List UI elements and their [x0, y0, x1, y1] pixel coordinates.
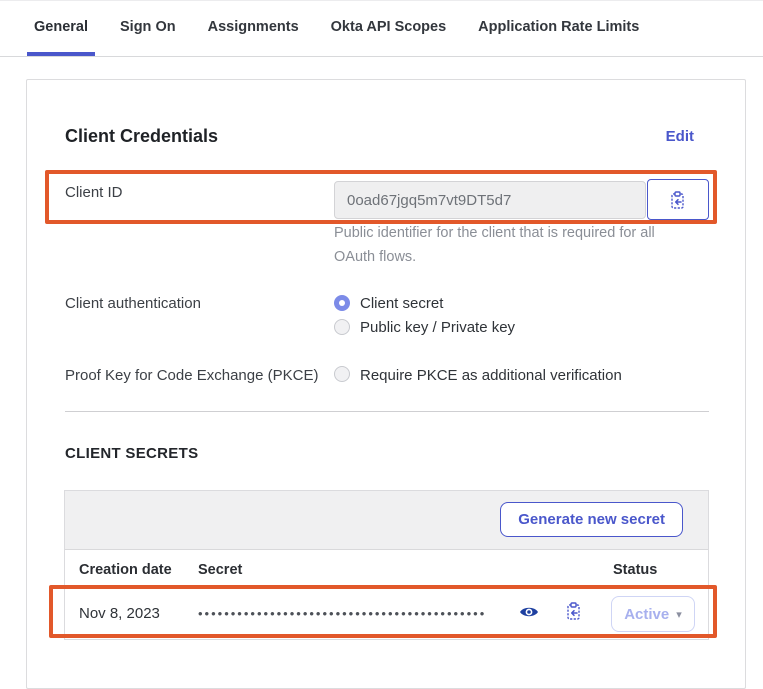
edit-link[interactable]: Edit [665, 128, 694, 145]
column-header-creation-date: Creation date [79, 562, 172, 578]
chevron-down-icon: ▾ [676, 608, 682, 621]
secret-masked-value: •••••••••••••••••••••••••••••••••••••••••••• [198, 606, 487, 621]
column-header-secret: Secret [198, 562, 243, 578]
tab-sign-on[interactable]: Sign On [120, 18, 176, 35]
client-secrets-table [64, 490, 709, 640]
radio-public-private-key-label[interactable]: Public key / Private key [360, 319, 516, 336]
copy-icon [669, 190, 687, 210]
app-tabbar [0, 1, 763, 57]
eye-icon [518, 603, 540, 621]
generate-new-secret-button[interactable]: Generate new secret [500, 502, 683, 537]
tab-application-rate-limits[interactable]: Application Rate Limits [478, 18, 640, 35]
client-credentials-card [26, 79, 746, 689]
pkce-checkbox[interactable] [334, 366, 350, 382]
copy-secret-button[interactable] [565, 601, 585, 621]
secrets-table-toolbar [65, 491, 708, 550]
radio-public-private-key[interactable] [334, 319, 350, 335]
secret-status-dropdown[interactable] [611, 596, 695, 632]
pkce-checkbox-label[interactable]: Require PKCE as additional verification [360, 367, 622, 384]
client-secrets-title: CLIENT SECRETS [65, 445, 199, 462]
client-id-help-text: Public identifier for the client that is required for all OAuth flows. [334, 225, 655, 265]
client-id-label: Client ID [65, 184, 123, 201]
column-header-status: Status [613, 562, 658, 578]
copy-client-id-button[interactable] [647, 179, 709, 220]
pkce-label: Proof Key for Code Exchange (PKCE) [65, 367, 319, 384]
client-credentials-title: Client Credentials [65, 126, 219, 146]
table-header-rule [65, 588, 708, 589]
secret-creation-date: Nov 8, 2023 [79, 605, 160, 622]
section-divider [65, 411, 709, 412]
tab-assignments[interactable]: Assignments [207, 18, 299, 35]
radio-client-secret[interactable] [334, 295, 350, 311]
client-authentication-label: Client authentication [65, 295, 201, 312]
radio-client-secret-label[interactable]: Client secret [360, 295, 444, 312]
status-badge: Active [624, 605, 670, 623]
copy-icon [565, 601, 585, 621]
tab-general[interactable]: General [27, 1, 95, 56]
tab-okta-api-scopes[interactable]: Okta API Scopes [330, 18, 447, 35]
client-id-input[interactable] [334, 181, 646, 219]
reveal-secret-button[interactable] [518, 603, 540, 621]
